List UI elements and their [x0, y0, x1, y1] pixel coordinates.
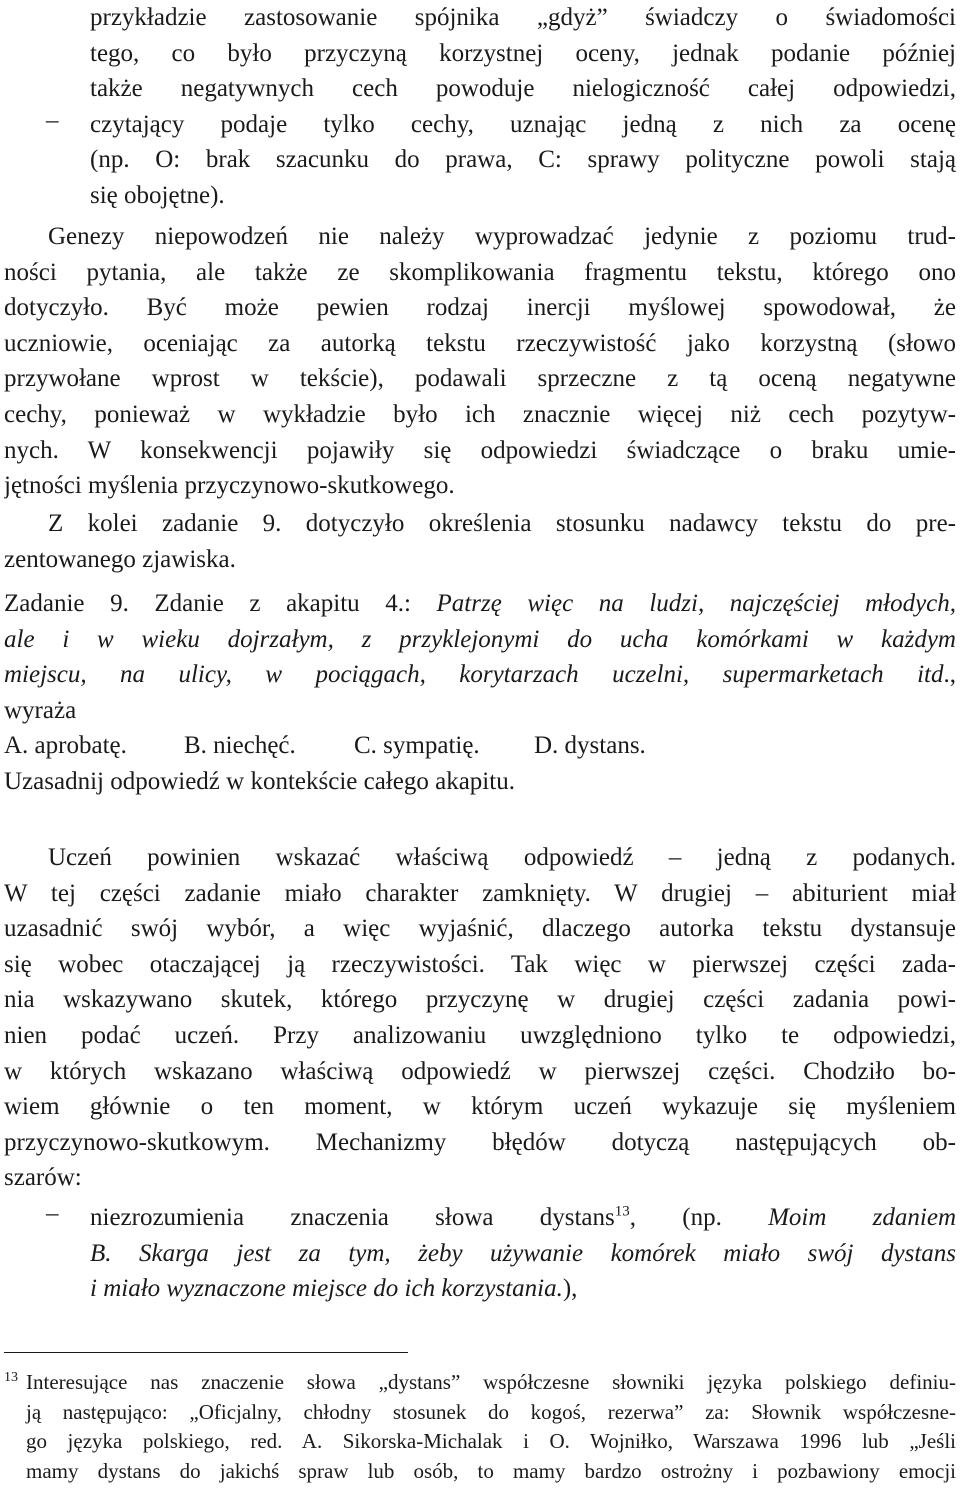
list-text: niezrozumienia znaczenia słowa dystans — [90, 1204, 615, 1231]
list-text: , (np. — [629, 1204, 769, 1231]
text-line: tego, co było przyczyną korzystnej oceny, jednak podanie później — [90, 39, 956, 67]
list-continuation — [4, 0, 956, 214]
text-line: dotyczyło. Być może pewien rodzaj inercji myślowej spowodował, że — [4, 294, 956, 322]
text-line: zentowanego zjawiska. — [4, 545, 236, 573]
task-quote-tail: ., — [943, 661, 956, 689]
text-line: także negatywnych cech powoduje nielogiczność całej odpowiedzi, — [90, 75, 956, 103]
footnote-line: ją następująco: „Oficjalny, chłodny stosunek do kogoś, rezerwa” za: Słownik współczesne- — [26, 1399, 956, 1424]
answer-options — [4, 728, 956, 764]
task-block — [4, 586, 956, 800]
text-line: wyraża — [4, 696, 77, 724]
paragraph — [4, 219, 956, 504]
text-line: uzasadnić swój wybór, a więc wyjaśnić, dlaczego autorka tekstu dystansuje — [4, 915, 956, 943]
text-line: nych. W konsekwencji pojawiły się odpowiedzi świadczące o braku umie- — [4, 436, 956, 464]
footnote-line: go języka polskiego, red. A. Sikorska-Michalak i O. Wojniłko, Warszawa 1996 lub „Jeśli — [26, 1429, 956, 1453]
list-dash: – — [46, 1200, 59, 1227]
text-line: przyczynowo-skutkowym. Mechanizmy błędów dotyczą następujących ob- — [4, 1128, 956, 1156]
list-quote: Moim zdaniem — [768, 1204, 956, 1231]
paragraph — [4, 840, 956, 1196]
text-line: nia wskazywano skutek, którego przyczynę w drugiej części zadania powi- — [4, 986, 956, 1014]
option-c: C. sympatię. — [354, 732, 480, 760]
option-d: D. dystans. — [534, 732, 646, 760]
footnote-line: mamy dystans do jakichś spraw lub osób, to mamy bardzo ostrożny i pozbawiony emocji — [26, 1458, 956, 1483]
task-lead: Zadanie 9. Zdanie z akapitu 4.: — [4, 590, 437, 617]
task-quote: Patrzę więc na ludzi, najczęściej młodych, — [436, 590, 956, 617]
text-line: przykładzie zastosowanie spójnika „gdyż” świadczy o świadomości — [90, 4, 956, 31]
text-line: czytający podaje tylko cechy, uznając jedną z nich za ocenę — [90, 110, 956, 138]
text-line — [4, 586, 956, 622]
footnote-mark: 13 — [4, 1370, 18, 1385]
text-line: w których wskazano właściwą odpowiedź w pierwszej części. Chodziło bo- — [4, 1057, 956, 1085]
task-quote: miejscu, na ulicy, w pociągach, korytarzach uczelni, supermarketach itd — [4, 661, 944, 689]
text-line: się wobec otaczającej ją rzeczywistości. Tak więc w pierwszej części zada- — [4, 950, 956, 978]
task-quote: ale i w wieku dojrzałym, z przyklejonymi do ucha komórkami w każdym — [4, 625, 956, 653]
text-line: Genezy niepowodzeń nie należy wyprowadzać jedynie z poziomu trud- — [48, 223, 956, 250]
text-line: nien podać uczeń. Przy analizowaniu uwzględniono tylko te odpowiedzi, — [4, 1021, 956, 1049]
text-line: jętności myślenia przyczynowo-skutkowego. — [4, 472, 455, 500]
text-line: Uczeń powinien wskazać właściwą odpowiedź – jedną z podanych. — [48, 844, 956, 871]
footnote-separator — [4, 1352, 408, 1353]
footnote-ref: 13 — [614, 1203, 630, 1220]
list-item — [4, 1200, 956, 1307]
footnote — [4, 1368, 956, 1486]
task-instruction: Uzasadnij odpowiedź w kontekście całego akapitu. — [4, 767, 515, 795]
list-dash: – — [46, 106, 59, 134]
text-line: przywołane wprost w tekście), podawali sprzeczne z tą oceną negatywne — [4, 365, 956, 393]
list-quote: B. Skarga jest za tym, żeby używanie komórek miało swój dystans — [90, 1239, 956, 1267]
list-text: ), — [562, 1275, 578, 1303]
text-line: (np. O: brak szacunku do prawa, C: sprawy polityczne powoli stają — [90, 146, 956, 174]
list-quote: i miało wyznaczone miejsce do ich korzystania. — [90, 1275, 563, 1303]
text-line: Z kolei zadanie 9. dotyczyło określenia stosunku nadawcy tekstu do pre- — [48, 510, 956, 537]
option-a: A. aprobatę. — [4, 732, 127, 760]
text-line: W tej części zadanie miało charakter zamknięty. W drugiej – abiturient miał — [4, 879, 956, 907]
text-line: ności pytania, ale także ze skomplikowania fragmentu tekstu, którego ono — [4, 258, 956, 286]
option-b: B. niechęć. — [184, 732, 296, 760]
text-line: wiem głównie o ten moment, w którym uczeń wykazuje się myśleniem — [4, 1093, 956, 1121]
list-item — [4, 107, 956, 214]
text-line — [4, 657, 956, 693]
text-line: uczniowie, oceniając za autorką tekstu rzeczywistość jako korzystną (słowo — [4, 329, 956, 357]
text-line — [4, 1271, 956, 1307]
paragraph — [4, 506, 956, 577]
footnote-line: Interesujące nas znaczenie słowa „dystans” współczesne słowniki języka polskiego definiu- — [26, 1370, 956, 1394]
text-line: szarów: — [4, 1164, 82, 1192]
text-line: cechy, ponieważ w wykładzie było ich znacznie więcej niż cech pozytyw- — [4, 400, 956, 428]
text-line: się obojętne). — [90, 181, 225, 209]
text-line — [4, 1200, 956, 1236]
